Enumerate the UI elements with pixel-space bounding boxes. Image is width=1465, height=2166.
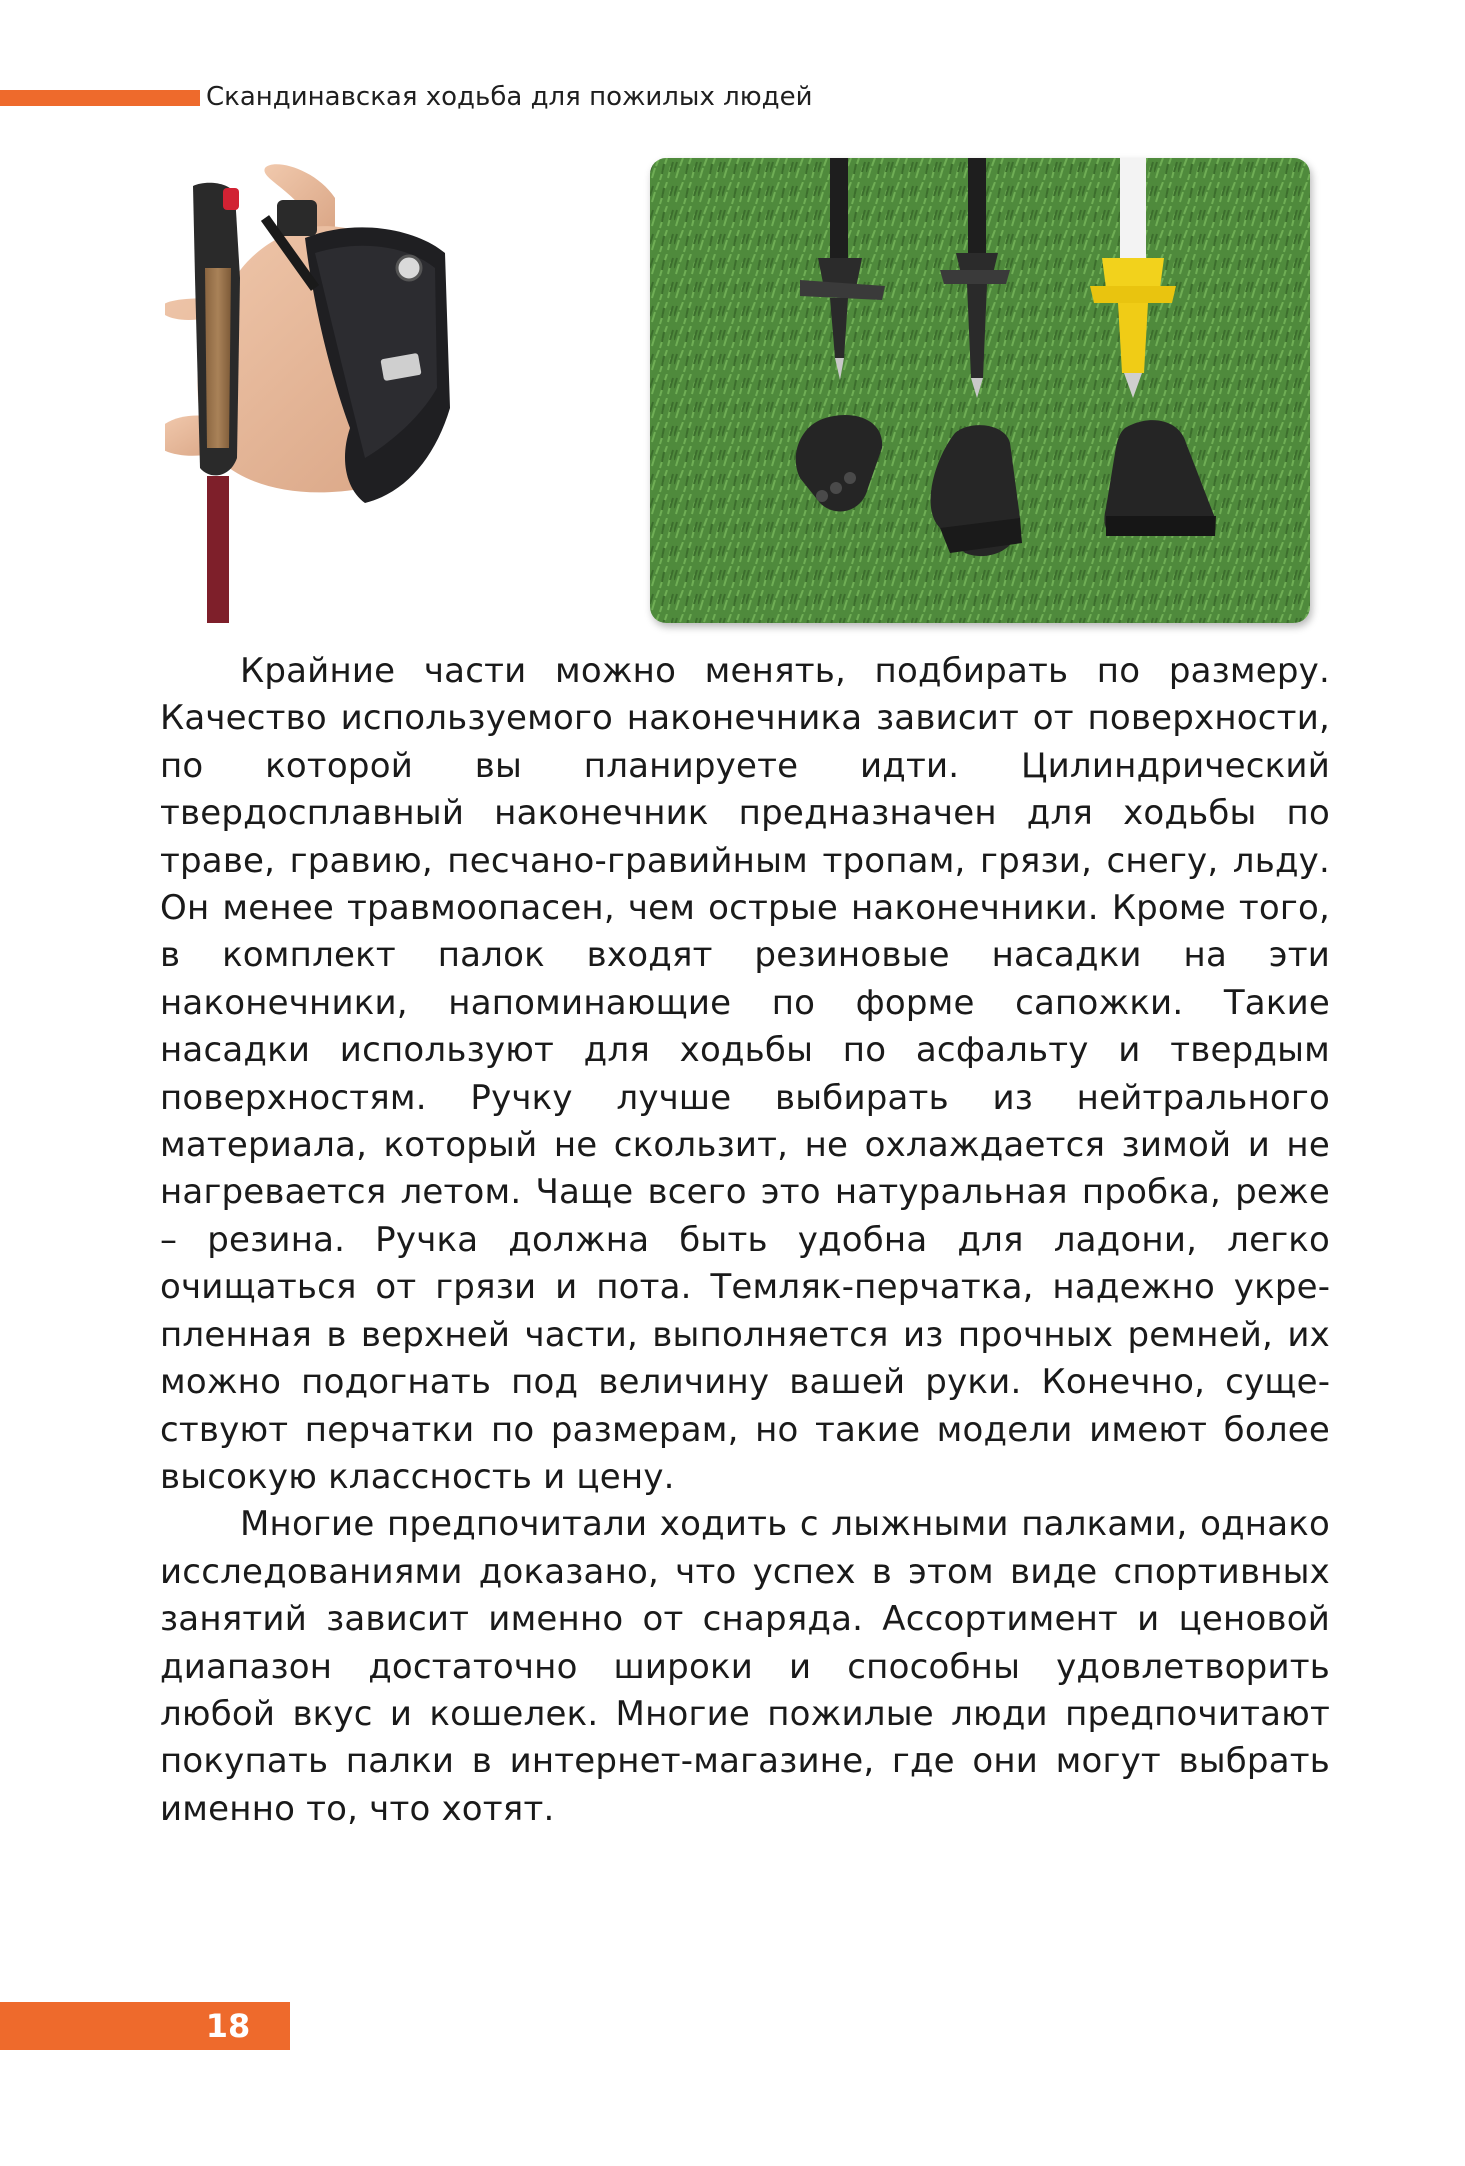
running-title: Скандинавская ходьба для пожилых людей: [206, 82, 813, 112]
pole-tips-on-grass-photo-icon: [650, 158, 1310, 623]
pole-tips-photo: [650, 158, 1310, 623]
pole-handle-photo: [165, 158, 625, 623]
body-text: [160, 648, 1330, 1833]
paragraph-1: Крайние части можно менять, подбирать по размеру. Качество используемого наконечника зависит от поверхности, по которой вы планируете идти. Цилиндрический твердосплавный наконечник предназначен для ходьбы по траве, гравию, песчано-гравийным тропам, грязи, снегу, льду. Он менее травмоопасен, чем острые наконечники. Кроме того, в комплект палок входят резиновые насадки на эти наконечники, напоминающие по форме сапожки. Такие насадки используют для ходьбы по асфальту и твердым поверхностям. Ручку лучше выбирать из нейтрального материала, который не скользит, не охлаждается зимой и не нагревается летом. Чаще всего это натуральная пробка, реже – резина. Ручка должна быть удобна для ладони, легко очищаться от грязи и пота. Темляк-перчатка, надежно укрепленная в верхней части, выполняется из прочных ремней, их можно подогнать под величину вашей руки. Конечно, существуют перчатки по размерам, но такие модели имеют более высокую классность и цену.: [160, 651, 1330, 1497]
paragraph-2: Многие предпочитали ходить с лыжными палками, однако исследованиями доказано, что успех в этом виде спортивных занятий зависит именно от снаряда. Ассортимент и ценовой диапазон достаточно широки и способны удовлетворить любой вкус и кошелек. Многие пожилые люди предпочитают покупать палки в интернет-магазине, где они могут выбрать именно то, что хотят.: [160, 1504, 1330, 1829]
header-accent-bar: [0, 90, 200, 106]
pole-handle-with-strap-photo-icon: [165, 158, 625, 623]
page-number: 18: [205, 2007, 251, 2045]
